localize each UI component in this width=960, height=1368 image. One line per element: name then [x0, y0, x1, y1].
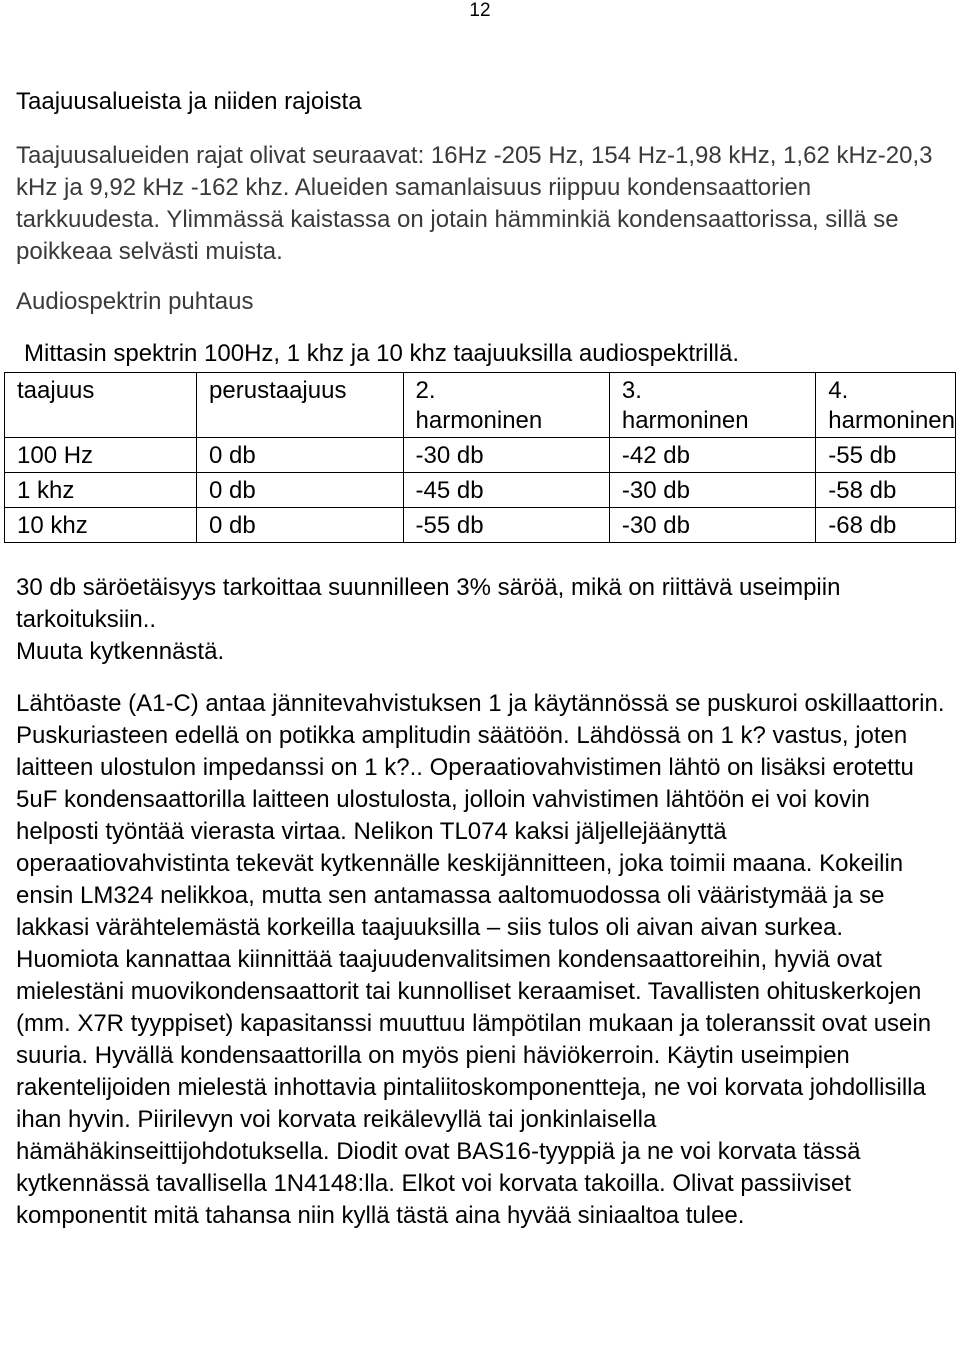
table-cell: -42 db — [609, 438, 815, 473]
table-cell: -58 db — [816, 473, 956, 508]
table-header-cell — [403, 373, 609, 438]
table-cell: -30 db — [403, 438, 609, 473]
table-cell: -55 db — [403, 508, 609, 543]
header-label: 2. — [415, 377, 436, 404]
section-heading-circuit-notes: Muuta kytkennästä. — [16, 638, 225, 665]
header-sublabel: harmoninen — [621, 407, 749, 434]
page-number: 12 — [469, 0, 491, 21]
paragraph-frequency-ranges: Taajuusalueiden rajat olivat seuraavat: 16Hz -205 Hz, 154 Hz-1,98 kHz, 1,62 kHz-20,3 kHz ja 9,92 kHz -162 khz. Alueiden samanlaisuus riippuu kondensaattorien tarkkuudesta. Ylimmässä kaistassa on jotain hämminkiä kondensaattorissa, sillä se poikkeaa selvästi muista. — [16, 142, 933, 265]
table-cell: 0 db — [197, 438, 403, 473]
header-sublabel: harmoninen — [828, 407, 955, 434]
header-label: 3. — [621, 377, 642, 404]
table-cell: 10 khz — [5, 508, 197, 543]
table-cell: 0 db — [197, 473, 403, 508]
header-sublabel: harmoninen — [415, 407, 543, 434]
table-cell: -30 db — [609, 473, 815, 508]
table-row — [5, 508, 956, 543]
header-label: 4. — [828, 377, 849, 404]
paragraph-circuit-notes: Lähtöaste (A1-C) antaa jännitevahvistuksen 1 ja käytännössä se puskuroi oskillaattorin. Puskuriasteen edellä on potikka amplitudin säätöön. Lähdössä on 1 k? vastus, joten laitteen ulostulon impedanssi on 1 k?.. Operaatiovahvistimen lähtö on lisäksi erotettu 5uF kondensaattorilla laitteen ulostulosta, jolloin vahvistimen lähtöön ei voi kovin helposti työntää vierasta virtaa. Nelikon TL074 kaksi jäljellejäänyttä operaatiovahvistinta tekevät kytkennälle keskijännitteen, joka toimii maana. Kokeilin ensin LM324 nelikkoa, mutta sen antamassa aaltomuodossa oli vääristymää ja se lakkasi värähtelemästä korkeilla taajuuksilla – siis tulos oli aivan aivan surkea. Huomiota kannattaa kiinnittää taajuudenvalitsimen kondensaattoreihin, hyviä ovat mielestäni muovikondensaattorit tai kunnolliset keraamiset. Tavallisten ohituskerkojen (mm. X7R tyyppiset) kapasitanssi muuttuu lämpötilan mukaan ja toleranssit ovat usein suuria. Hyvällä kondensaattorilla on myös pieni häviökerroin. Käytin useimpien rakentelijoiden mielestä inhottavia pintaliitoskomponentteja, ne voi korvata johdollisilla ihan hyvin. Piirilevyn voi korvata reikälevyllä tai jonkinlaisella hämähäkinseittijohdotuksella. Diodit ovat BAS16-tyyppiä ja ne voi korvata tässä kytkennässä tavallisella 1N4148:lla. Elkot voi korvata takoilla. Olivat passiiviset komponentit mitä tahansa niin kyllä tästä aina hyvää siniaaltoa tulee. — [16, 690, 945, 1229]
spectrum-table — [4, 372, 956, 543]
table-header-row — [5, 373, 956, 438]
table-row — [5, 473, 956, 508]
header-label: perustaajuus — [209, 377, 347, 404]
table-header-cell — [197, 373, 403, 438]
table-cell: -68 db — [816, 508, 956, 543]
table-cell: 0 db — [197, 508, 403, 543]
table-cell: -55 db — [816, 438, 956, 473]
table-header-cell — [816, 373, 956, 438]
table-cell: -45 db — [403, 473, 609, 508]
table-row — [5, 438, 956, 473]
table-header-cell — [609, 373, 815, 438]
section-heading-frequency-ranges: Taajuusalueista ja niiden rajoista — [16, 88, 362, 115]
paragraph-distortion-note: 30 db säröetäisyys tarkoittaa suunnilleen 3% säröä, mikä on riittävä useimpiin tarkoituksiin.. — [16, 574, 841, 633]
table-cell: 1 khz — [5, 473, 197, 508]
table-header-cell — [5, 373, 197, 438]
table-cell: -30 db — [609, 508, 815, 543]
table-cell: 100 Hz — [5, 438, 197, 473]
paragraph-spectrum-intro: Mittasin spektrin 100Hz, 1 khz ja 10 khz taajuuksilla audiospektrillä. — [24, 340, 740, 367]
header-label: taajuus — [17, 377, 95, 404]
section-heading-audio-spectrum: Audiospektrin puhtaus — [16, 288, 254, 315]
